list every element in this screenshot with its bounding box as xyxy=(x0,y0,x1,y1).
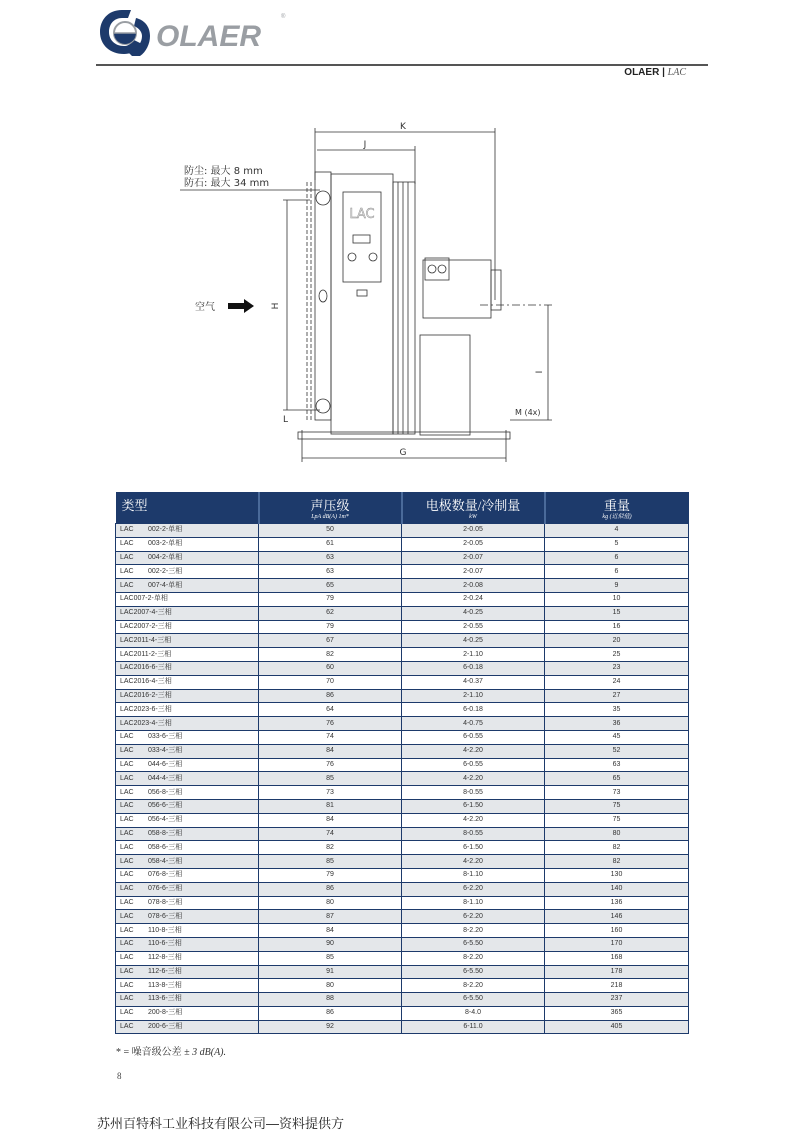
cell-noise: 88 xyxy=(259,993,402,1007)
control-panel xyxy=(343,192,381,282)
cell-noise: 61 xyxy=(259,537,402,551)
cell-power: 2-0.07 xyxy=(402,565,545,579)
cell-weight: 25 xyxy=(545,648,689,662)
cell-power: 6-0.18 xyxy=(402,703,545,717)
cell-noise: 84 xyxy=(259,813,402,827)
table-row xyxy=(116,882,689,896)
table-row xyxy=(116,661,689,675)
cell-power: 6-1.50 xyxy=(402,841,545,855)
inlet-port-icon xyxy=(316,191,330,205)
table-row xyxy=(116,813,689,827)
table-row xyxy=(116,730,689,744)
cell-type: LAC 200-8-三相 xyxy=(116,1006,259,1020)
table-row xyxy=(116,841,689,855)
cell-power: 6-5.50 xyxy=(402,937,545,951)
cell-weight: 20 xyxy=(545,634,689,648)
cell-type: LAC 113-6-三相 xyxy=(116,993,259,1007)
cell-noise: 85 xyxy=(259,951,402,965)
outlet-port-icon xyxy=(316,399,330,413)
cell-weight: 45 xyxy=(545,730,689,744)
cell-power: 6-2.20 xyxy=(402,882,545,896)
cell-type: LAC 004-2-单相 xyxy=(116,551,259,565)
table-row xyxy=(116,537,689,551)
running-head-brand: OLAER xyxy=(624,67,660,78)
cell-power: 8-0.55 xyxy=(402,786,545,800)
cell-weight: 160 xyxy=(545,924,689,938)
col-header-power: 电极数量/冷制量 kW xyxy=(402,492,545,524)
cell-power: 8-0.55 xyxy=(402,827,545,841)
cell-type: LAC 007-4-单相 xyxy=(116,579,259,593)
cell-weight: 36 xyxy=(545,717,689,731)
cell-power: 4-0.75 xyxy=(402,717,545,731)
cell-noise: 70 xyxy=(259,675,402,689)
cell-weight: 75 xyxy=(545,799,689,813)
footnote: * = 噪音级公差 ± 3 dB(A). xyxy=(116,1047,227,1058)
cell-type: LAC2007-2-三相 xyxy=(116,620,259,634)
cell-weight: 63 xyxy=(545,758,689,772)
cell-weight: 23 xyxy=(545,661,689,675)
motor xyxy=(423,260,491,318)
cell-weight: 4 xyxy=(545,524,689,538)
cell-noise: 60 xyxy=(259,661,402,675)
table-row xyxy=(116,772,689,786)
table-row xyxy=(116,648,689,662)
cell-type: LAC 113-8-三相 xyxy=(116,979,259,993)
table-row xyxy=(116,579,689,593)
table-row xyxy=(116,1020,689,1034)
table-row xyxy=(116,951,689,965)
cell-noise: 86 xyxy=(259,1006,402,1020)
cell-weight: 27 xyxy=(545,689,689,703)
table-row xyxy=(116,689,689,703)
cell-power: 6-0.18 xyxy=(402,661,545,675)
cell-type: LAC 078-8-三相 xyxy=(116,896,259,910)
cell-weight: 24 xyxy=(545,675,689,689)
cell-type: LAC 112-6-三相 xyxy=(116,965,259,979)
cell-weight: 218 xyxy=(545,979,689,993)
cell-noise: 73 xyxy=(259,786,402,800)
table-row xyxy=(116,744,689,758)
cell-noise: 67 xyxy=(259,634,402,648)
cell-weight: 16 xyxy=(545,620,689,634)
table-row xyxy=(116,910,689,924)
cell-weight: 237 xyxy=(545,993,689,1007)
table-row xyxy=(116,592,689,606)
dim-label-m: M (4x) xyxy=(515,408,541,417)
table-header-row xyxy=(116,492,689,524)
cell-noise: 79 xyxy=(259,868,402,882)
cell-noise: 82 xyxy=(259,648,402,662)
table-row xyxy=(116,993,689,1007)
stone-label: 防石: 最大 34 mm xyxy=(184,178,270,189)
dim-label-k: K xyxy=(400,122,406,132)
header-rule xyxy=(96,64,708,66)
cell-weight: 82 xyxy=(545,841,689,855)
svg-text:®: ® xyxy=(281,14,286,20)
cell-type: LAC 033-6-三相 xyxy=(116,730,259,744)
cell-power: 4-2.20 xyxy=(402,813,545,827)
cell-weight: 9 xyxy=(545,579,689,593)
cell-power: 2-1.10 xyxy=(402,648,545,662)
air-flow-arrow-icon xyxy=(228,299,254,313)
cell-noise: 76 xyxy=(259,717,402,731)
cell-type: LAC007-2-单相 xyxy=(116,592,259,606)
cell-noise: 84 xyxy=(259,744,402,758)
table-row xyxy=(116,799,689,813)
cell-noise: 63 xyxy=(259,565,402,579)
table-row xyxy=(116,868,689,882)
cell-power: 4-0.25 xyxy=(402,634,545,648)
dim-label-l: L xyxy=(283,415,289,425)
cell-power: 4-2.20 xyxy=(402,744,545,758)
olaer-logo xyxy=(98,6,288,58)
table-row xyxy=(116,855,689,869)
cell-power: 2-1.10 xyxy=(402,689,545,703)
cell-type: LAC 044-4-三相 xyxy=(116,772,259,786)
cell-type: LAC2016-2-三相 xyxy=(116,689,259,703)
logo-emblem-icon xyxy=(100,10,150,56)
table-body xyxy=(116,524,689,1034)
table-row xyxy=(116,675,689,689)
table-row xyxy=(116,937,689,951)
cell-weight: 6 xyxy=(545,565,689,579)
running-head-product: LAC xyxy=(667,67,686,78)
cell-power: 6-5.50 xyxy=(402,993,545,1007)
terminal-box xyxy=(425,258,449,280)
cell-weight: 80 xyxy=(545,827,689,841)
cell-noise: 82 xyxy=(259,841,402,855)
cell-type: LAC 056-8-三相 xyxy=(116,786,259,800)
cell-power: 6-0.55 xyxy=(402,758,545,772)
table-row xyxy=(116,1006,689,1020)
cell-power: 6-0.55 xyxy=(402,730,545,744)
cell-noise: 63 xyxy=(259,551,402,565)
cell-power: 4-2.20 xyxy=(402,855,545,869)
cell-power: 8-1.10 xyxy=(402,868,545,882)
cell-noise: 90 xyxy=(259,937,402,951)
cell-type: LAC 058-4-三相 xyxy=(116,855,259,869)
cell-weight: 136 xyxy=(545,896,689,910)
cell-weight: 168 xyxy=(545,951,689,965)
fan-guard xyxy=(393,182,415,434)
cell-weight: 170 xyxy=(545,937,689,951)
cell-weight: 65 xyxy=(545,772,689,786)
table-row xyxy=(116,634,689,648)
col-header-type: 类型 xyxy=(116,492,259,524)
table-row xyxy=(116,606,689,620)
cell-type: LAC 056-4-三相 xyxy=(116,813,259,827)
cell-type: LAC 112-8-三相 xyxy=(116,951,259,965)
cell-type: LAC 076-8-三相 xyxy=(116,868,259,882)
cell-power: 8-2.20 xyxy=(402,951,545,965)
cell-power: 4-0.25 xyxy=(402,606,545,620)
cell-noise: 91 xyxy=(259,965,402,979)
cell-noise: 80 xyxy=(259,979,402,993)
cell-noise: 85 xyxy=(259,855,402,869)
table-row xyxy=(116,786,689,800)
cell-power: 8-2.20 xyxy=(402,979,545,993)
dim-label-h: H xyxy=(271,302,281,310)
cell-type: LAC2011-2-三相 xyxy=(116,648,259,662)
spec-table xyxy=(115,492,689,1034)
cell-type: LAC 076-6-三相 xyxy=(116,882,259,896)
cell-power: 2-0.08 xyxy=(402,579,545,593)
cell-power: 4-2.20 xyxy=(402,772,545,786)
cell-noise: 62 xyxy=(259,606,402,620)
cell-power: 8-2.20 xyxy=(402,924,545,938)
logo-wordmark: OLAER xyxy=(156,20,261,53)
cell-noise: 50 xyxy=(259,524,402,538)
cell-noise: 79 xyxy=(259,592,402,606)
cell-type: LAC 058-6-三相 xyxy=(116,841,259,855)
cell-noise: 80 xyxy=(259,896,402,910)
cell-type: LAC2023-4-三相 xyxy=(116,717,259,731)
table-row xyxy=(116,703,689,717)
cell-weight: 15 xyxy=(545,606,689,620)
cell-weight: 140 xyxy=(545,882,689,896)
cell-type: LAC2007-4-三相 xyxy=(116,606,259,620)
col-header-weight: 重量 kg (近似值) xyxy=(545,492,689,524)
cell-power: 6-2.20 xyxy=(402,910,545,924)
cell-type: LAC 002-2-三相 xyxy=(116,565,259,579)
cell-power: 6-5.50 xyxy=(402,965,545,979)
cell-type: LAC2011-4-三相 xyxy=(116,634,259,648)
cell-type: LAC 033-4-三相 xyxy=(116,744,259,758)
radiator-core xyxy=(315,172,331,420)
cell-power: 8-4.0 xyxy=(402,1006,545,1020)
cell-weight: 52 xyxy=(545,744,689,758)
cell-noise: 65 xyxy=(259,579,402,593)
cell-power: 4-0.37 xyxy=(402,675,545,689)
dimension-drawing xyxy=(170,110,570,470)
cell-type: LAC 003-2-单相 xyxy=(116,537,259,551)
cell-type: LAC 044-6-三相 xyxy=(116,758,259,772)
base-plate xyxy=(298,432,510,439)
pump-housing xyxy=(420,335,470,435)
cell-power: 2-0.05 xyxy=(402,537,545,551)
cell-type: LAC2023-6-三相 xyxy=(116,703,259,717)
cell-power: 6-1.50 xyxy=(402,799,545,813)
dim-label-j: J xyxy=(363,140,367,150)
cell-type: LAC 200-6-三相 xyxy=(116,1020,259,1034)
table-row xyxy=(116,717,689,731)
cell-noise: 64 xyxy=(259,703,402,717)
cell-power: 2-0.07 xyxy=(402,551,545,565)
cell-noise: 86 xyxy=(259,882,402,896)
cell-weight: 146 xyxy=(545,910,689,924)
table-row xyxy=(116,827,689,841)
cell-power: 2-0.24 xyxy=(402,592,545,606)
cell-noise: 87 xyxy=(259,910,402,924)
cell-weight: 82 xyxy=(545,855,689,869)
panel-label: LAC xyxy=(349,207,375,222)
cell-type: LAC 110-8-三相 xyxy=(116,924,259,938)
cell-type: LAC2016-6-三相 xyxy=(116,661,259,675)
cell-noise: 76 xyxy=(259,758,402,772)
cell-weight: 130 xyxy=(545,868,689,882)
cell-power: 8-1.10 xyxy=(402,896,545,910)
cell-weight: 405 xyxy=(545,1020,689,1034)
cell-noise: 84 xyxy=(259,924,402,938)
cell-type: LAC 002-2-单相 xyxy=(116,524,259,538)
running-head: OLAER | LAC xyxy=(624,67,686,78)
cell-noise: 86 xyxy=(259,689,402,703)
cell-weight: 35 xyxy=(545,703,689,717)
table-row xyxy=(116,565,689,579)
dim-label-g: G xyxy=(399,448,407,458)
cell-weight: 5 xyxy=(545,537,689,551)
table-row xyxy=(116,896,689,910)
cell-noise: 85 xyxy=(259,772,402,786)
provider-credit: 苏州百特科工业科技有限公司—资料提供方 xyxy=(97,1116,345,1131)
cell-noise: 74 xyxy=(259,730,402,744)
table-row xyxy=(116,758,689,772)
cell-weight: 10 xyxy=(545,592,689,606)
table-row xyxy=(116,924,689,938)
table-row xyxy=(116,551,689,565)
cell-type: LAC 058-8-三相 xyxy=(116,827,259,841)
cell-weight: 73 xyxy=(545,786,689,800)
cell-type: LAC 078-6-三相 xyxy=(116,910,259,924)
table-row xyxy=(116,524,689,538)
col-header-noise: 声压级 LpA dB(A) 1m* xyxy=(259,492,402,524)
table-row xyxy=(116,979,689,993)
cell-weight: 6 xyxy=(545,551,689,565)
air-label: 空气 xyxy=(195,302,215,313)
dim-label-i: I xyxy=(535,370,545,374)
cell-type: LAC2016-4-三相 xyxy=(116,675,259,689)
table-row xyxy=(116,620,689,634)
cell-weight: 178 xyxy=(545,965,689,979)
cell-type: LAC 110-6-三相 xyxy=(116,937,259,951)
cell-noise: 92 xyxy=(259,1020,402,1034)
cell-noise: 81 xyxy=(259,799,402,813)
dust-label: 防尘: 最大 8 mm xyxy=(184,166,263,177)
page-number: 8 xyxy=(117,1071,122,1081)
cell-power: 2-0.05 xyxy=(402,524,545,538)
table-row xyxy=(116,965,689,979)
cell-type: LAC 056-6-三相 xyxy=(116,799,259,813)
cell-weight: 365 xyxy=(545,1006,689,1020)
cell-power: 2-0.55 xyxy=(402,620,545,634)
cell-noise: 79 xyxy=(259,620,402,634)
cell-weight: 75 xyxy=(545,813,689,827)
cell-noise: 74 xyxy=(259,827,402,841)
cell-power: 6-11.0 xyxy=(402,1020,545,1034)
